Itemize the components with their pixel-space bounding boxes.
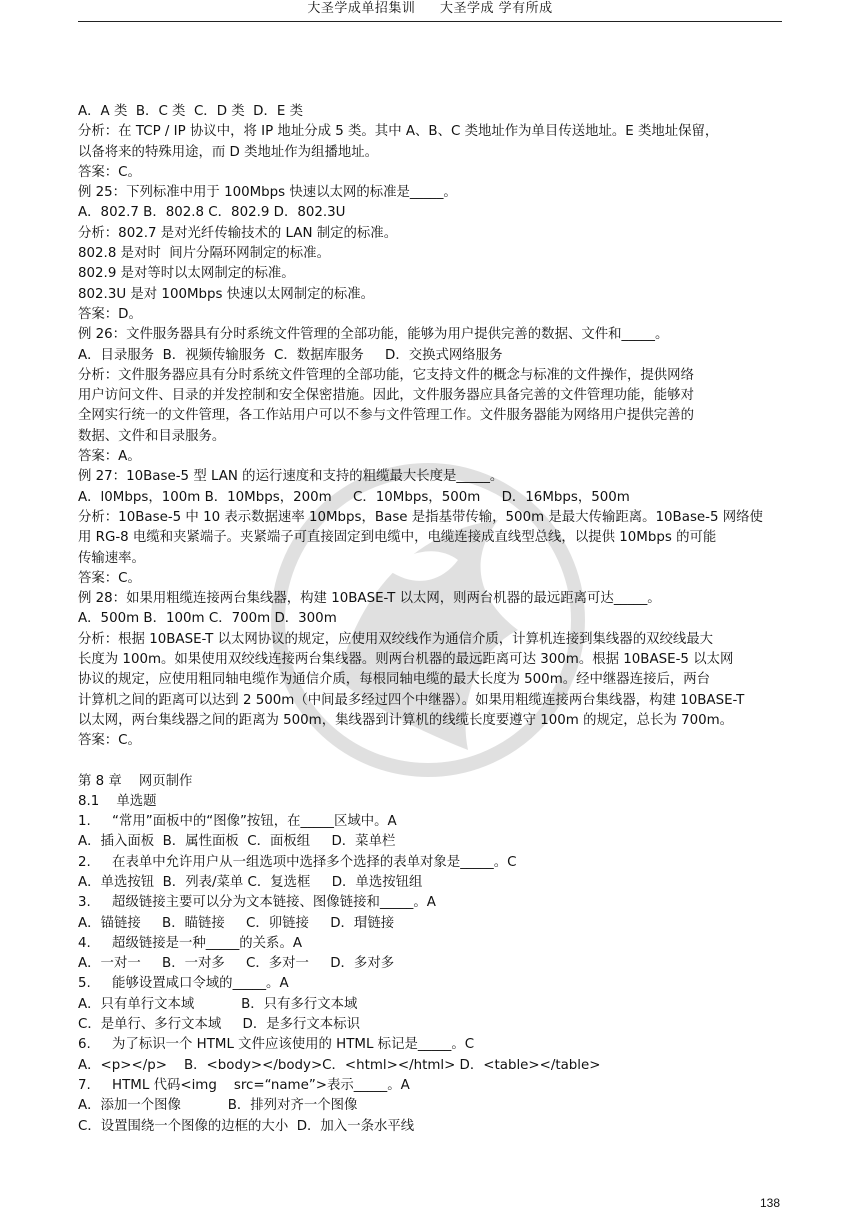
text-line: A．802.7 B．802.8 C．802.9 D．802.3U [78, 205, 346, 221]
text-line: A．只有单行文本域 B．只有多行文本域 [78, 996, 358, 1012]
text-line: 答案：A。 [78, 449, 141, 465]
text-line: 分析：在 TCP / IP 协议中，将 IP 地址分成 5 类。其中 A、B、C 类地址作为单目传送地址。E 类地址保留， [78, 124, 719, 140]
text-line: 全网实行统一的文件管理，各工作站用户可以不参与文件管理工作。文件服务器能为网络用户提供完善的 [78, 408, 694, 424]
text-line: 答案：C。 [78, 570, 141, 586]
text-line: 以太网，两台集线器之间的距离为 500m，集线器到计算机的线缆长度要遵守 100m 的规定，总长为 700m。 [78, 712, 734, 728]
text-line: 2. 在表单中允许用户从一组选项中选择多个选择的表单对象是_____。C [78, 854, 517, 870]
text-line: A．目录服务 B．视频传输服务 C．数据库服务 D．交换式网络服务 [78, 347, 503, 363]
text-line: 第 8 章 网页制作 [78, 773, 193, 789]
text-line: A．l0Mbps，100m B．10Mbps，200m C．10Mbps，500m D．16Mbps，500m [78, 489, 630, 505]
text-line: A．一对一 B．一对多 C．多对一 D．多对多 [78, 956, 395, 972]
page-header [78, 0, 782, 22]
text-line: 例 27：10Base-5 型 LAN 的运行速度和支持的粗缆最大长度是_____。 [78, 469, 504, 485]
text-line: 用 RG-8 电缆和夹紧端子。夹紧端子可直接固定到电缆中，电缆连接成直线型总线，以提供 10Mbps 的可能 [78, 530, 717, 546]
text-line: 8.1 单选题 [78, 793, 157, 809]
document-body [78, 102, 782, 1137]
text-line: 分析：10Base-5 中 10 表示数据速率 10Mbps，Base 是指基带传输，500m 是最大传输距离。10Base-5 网络使 [78, 509, 763, 525]
text-line: 答案：D。 [78, 306, 142, 322]
text-block-chapter-8 [78, 772, 782, 1137]
text-line: 传输速率。 [78, 550, 145, 566]
text-line: 协议的规定，应使用粗同轴电缆作为通信介质，每根同轴电缆的最大长度为 500m。经中继器连接后，两台 [78, 672, 711, 688]
text-line: A．A 类 B．C 类 C．D 类 D．E 类 [78, 104, 303, 119]
text-line: 以备将来的特殊用途，而 D 类地址作为组播地址。 [78, 144, 379, 160]
text-line: 4. 超级链接是一种_____的关系。A [78, 935, 302, 951]
text-line: 例 26：文件服务器具有分时系统文件管理的全部功能，能够为用户提供完善的数据、文件和_____。 [78, 327, 669, 343]
text-line: 802.8 是对时 间片分隔环网制定的标准。 [78, 246, 330, 262]
text-line: 例 28：如果用粗缆连接两台集线器，构建 10BASE-T 以太网，则两台机器的最远距离可达_____。 [78, 591, 661, 607]
text-line: 答案：C。 [78, 733, 141, 749]
text-line: 分析：802.7 是对光纤传输技术的 LAN 制定的标准。 [78, 225, 398, 241]
header-right-text: 大圣学成 学有所成 [440, 1, 553, 16]
text-line: 长度为 100m。如果使用双绞线连接两台集线器。则两台机器的最远距离可达 300m。根据 10BASE-5 以太网 [78, 652, 734, 668]
text-line: 数据、文件和目录服务。 [78, 428, 226, 444]
text-line: C．是单行、多行文本域 D．是多行文本标识 [78, 1017, 360, 1033]
text-line: 7. HTML 代码<img src=“name”>表示_____。A [78, 1077, 410, 1093]
page-number: 138 [760, 1196, 781, 1210]
text-line: 分析：根据 10BASE-T 以太网协议的规定，应使用双绞线作为通信介质，计算机连接到集线器的双绞线最大 [78, 631, 714, 647]
text-line: A．单选按钮 B．列表/菜单 C．复选框 D．单选按钮组 [78, 874, 423, 890]
text-line: C．设置围绕一个图像的边框的大小 D．加入一条水平线 [78, 1118, 415, 1134]
text-line: 计算机之间的距离可以达到 2 500m（中间最多经过四个中继器）。如果用粗缆连接两台集线器，构建 10BASE-T [78, 692, 745, 708]
text-line: 答案：C。 [78, 164, 141, 180]
text-line: 例 25：下列标准中用于 100Mbps 快速以太网的标准是_____。 [78, 185, 457, 201]
text-line: A．<p></p> B．<body></body>C．<html></html> D．<table></table> [78, 1057, 601, 1073]
text-block-exam-answers [78, 102, 782, 752]
text-line: 用户访问文件、目录的并发控制和安全保密措施。因此，文件服务器应具备完善的文件管理功能，能够对 [78, 388, 694, 404]
text-line: 1. “常用”面板中的“图像”按钮，在_____区域中。A [78, 814, 397, 830]
text-line: A．500m B．100m C．700m D．300m [78, 611, 337, 627]
text-line: A．添加一个图像 B．排列对齐一个图像 [78, 1098, 358, 1114]
text-line: 3. 超级链接主要可以分为文本链接、图像链接和_____。A [78, 895, 436, 911]
text-line: 分析：文件服务器应具有分时系统文件管理的全部功能，它支持文件的概念与标准的文件操作，提供网络 [78, 367, 694, 383]
text-line: 802.3U 是对 100Mbps 快速以太网制定的标准。 [78, 286, 375, 302]
text-line: 5. 能够设置咸口令域的_____。A [78, 976, 289, 992]
text-line: 802.9 是对等时以太网制定的标准。 [78, 266, 295, 282]
text-line: A．插入面板 B．属性面板 C．面板组 D．菜单栏 [78, 834, 396, 850]
text-line: A．锚链接 B．瞄链接 C．卯链接 D．瑁链接 [78, 915, 395, 931]
text-line: 6. 为了标识一个 HTML 文件应该使用的 HTML 标记是_____。C [78, 1037, 475, 1053]
header-left-text: 大圣学成单招集训 [307, 1, 416, 16]
